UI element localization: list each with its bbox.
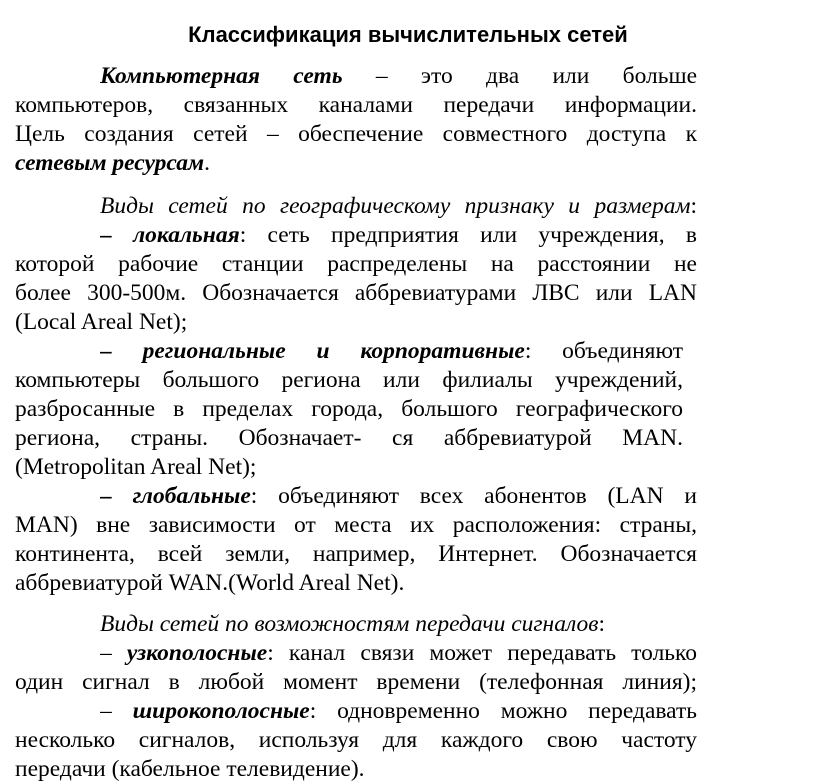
text-line xyxy=(15,726,697,755)
text-line xyxy=(15,395,683,424)
text-segment: Виды сетей по возможностям передачи сигналов xyxy=(100,611,599,637)
text-segment: : одновременно можно передавать xyxy=(309,698,697,724)
text-segment: MAN) вне зависимости от места их расположения: страны, xyxy=(15,512,697,538)
text-line xyxy=(100,482,697,511)
document-title: Классификация вычислительных сетей xyxy=(188,22,628,47)
text-line xyxy=(15,569,697,598)
text-segment: (Local Areal Net); xyxy=(15,309,188,335)
text-line xyxy=(100,337,683,366)
text-segment: Виды сетей по географическому признаку и размерам xyxy=(100,193,691,219)
text-segment: : объединяют всех абонентов (LAN и xyxy=(250,483,697,509)
text-line xyxy=(100,192,697,221)
text-line xyxy=(15,453,697,482)
text-segment: – xyxy=(100,698,133,724)
text-line xyxy=(100,62,697,91)
text-segment: : канал связи может передавать только xyxy=(267,640,697,666)
text-segment: – это два или больше xyxy=(342,63,697,89)
text-line xyxy=(100,610,697,639)
text-segment: компьютеры большого региона или филиалы учреждений, xyxy=(15,367,683,393)
text-segment: – локальная xyxy=(100,222,240,248)
text-segment: (Metropolitan Areal Net); xyxy=(15,454,257,480)
text-segment: сетевым ресурсам xyxy=(15,150,205,176)
text-segment: : xyxy=(690,193,697,219)
text-line xyxy=(15,755,697,784)
text-segment: аббревиатурой WAN.(World Areal Net). xyxy=(15,570,405,596)
text-segment: разбросанные в пределах города, большого географического xyxy=(15,396,683,422)
text-line xyxy=(100,697,697,726)
text-line xyxy=(15,668,697,697)
text-line xyxy=(15,250,697,279)
text-segment: : сеть предприятия или учреждения, в xyxy=(239,222,697,248)
text-line xyxy=(15,279,697,308)
text-line xyxy=(15,540,697,569)
text-segment: Компьютерная сеть xyxy=(100,63,343,89)
text-segment: региона, страны. Обозначает- ся аббревиатурой MAN. xyxy=(15,425,683,451)
text-segment: которой рабочие станции распределены на расстоянии не xyxy=(15,251,697,277)
text-line xyxy=(15,120,697,149)
text-line xyxy=(15,511,697,540)
text-segment: – региональные и корпоративные xyxy=(100,338,525,364)
text-segment: Цель создания сетей – обеспечение совместного доступа к xyxy=(15,121,697,147)
text-line xyxy=(15,424,683,453)
text-segment: узкополосные xyxy=(126,640,268,666)
text-line xyxy=(100,639,697,668)
text-segment: компьютеров, связанных каналами передачи информации. xyxy=(15,92,697,118)
text-line xyxy=(15,366,683,395)
text-segment: несколько сигналов, используя для каждого свою частоту xyxy=(15,727,697,753)
text-line xyxy=(15,308,697,337)
text-segment: более 300-500м. Обозначается аббревиатурами ЛВС или LAN xyxy=(15,280,697,306)
text-line xyxy=(15,91,697,120)
text-segment: : xyxy=(598,611,605,637)
text-segment: один сигнал в любой момент времени (телефонная линия); xyxy=(15,669,697,695)
text-segment: широкополосные xyxy=(132,698,310,724)
text-segment: – глобальные xyxy=(100,483,251,509)
text-segment: континента, всей земли, например, Интернет. Обозначается xyxy=(15,541,697,567)
text-segment: . xyxy=(204,150,210,176)
text-line xyxy=(100,221,697,250)
text-segment: передачи (кабельное телевидение). xyxy=(15,756,365,782)
text-segment: : объединяют xyxy=(524,338,683,364)
text-line xyxy=(15,149,697,178)
text-segment: – xyxy=(100,640,127,666)
